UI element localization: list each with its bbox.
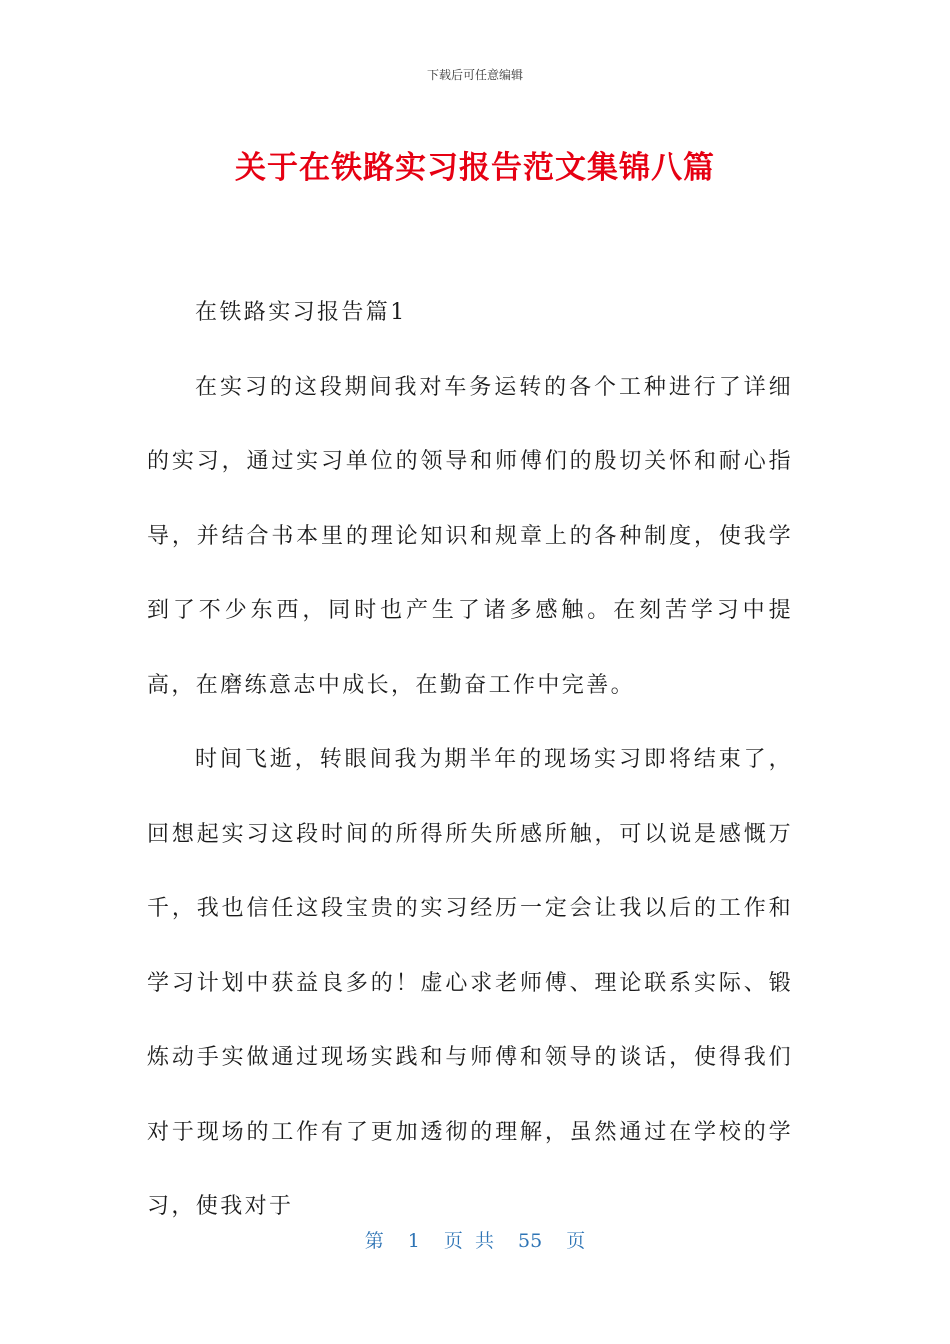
body-paragraph-1: 在实习的这段期间我对车务运转的各个工种进行了详细的实习，通过实习单位的领导和师傅们的殷切关怀和耐心指导，并结合书本里的理论知识和规章上的各种制度，使我学到了不少东西，同时也产生了诸多感触。在刻苦学习中提高，在磨练意志中成长，在勤奋工作中完善。 [147,374,793,698]
footer-page-number: 1 [407,1230,420,1252]
footer-prefix: 第 [364,1230,384,1252]
body-paragraph-2: 时间飞逝，转眼间我为期半年的现场实习即将结束了，回想起实习这段时间的所得所失所感所触，可以说是感慨万千，我也信任这段宝贵的实习经历一定会让我以后的工作和学习计划中获益良多的！虚心求老师傅、理论联系实际、锻炼动手实做通过现场实践和与师傅和领导的谈话，使得我们对于现场的工作有了更加透彻的理解，虽然通过在学校的学习，使我对于 [147,747,793,1219]
header-note: 下载后可任意编辑 [426,68,523,82]
document-body [147,276,793,1245]
page-footer [0,1226,950,1253]
footer-suffix: 页 [566,1230,586,1252]
footer-total-pages: 55 [518,1230,543,1252]
footer-middle: 页 共 [443,1230,494,1252]
section-heading: 在铁路实习报告篇1 [195,300,407,325]
document-title: 关于在铁路实习报告范文集锦八篇 [235,150,715,186]
